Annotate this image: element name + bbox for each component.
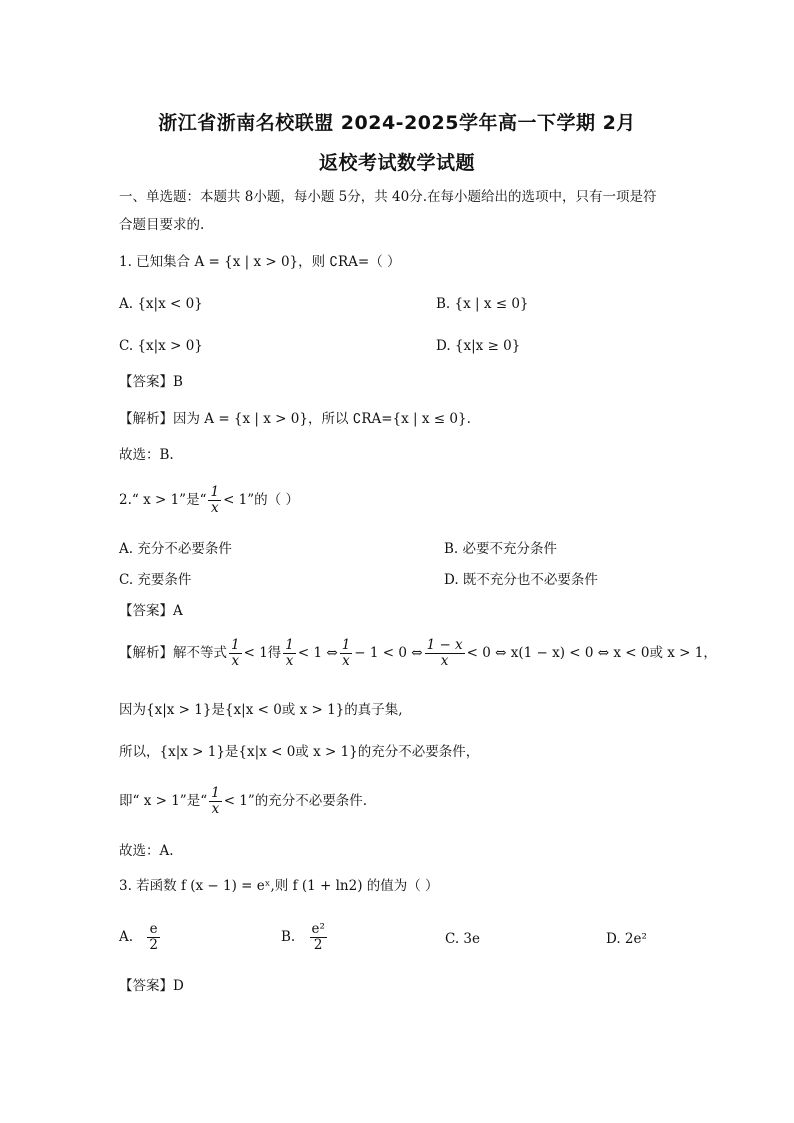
q1-stem: 1. 已知集合 A = {x | x > 0}，则 ∁RA=（ ） — [119, 254, 401, 270]
q1-analysis: 【解析】因为 A = {x | x > 0}，所以 ∁RA={x | x ≤ 0}. — [119, 411, 471, 427]
q2-option-b: B. 必要不充分条件 — [444, 541, 558, 557]
q1-conclusion: 故选：B. — [119, 447, 174, 463]
q2-analysis-frac4-num: 1 − x — [426, 637, 463, 653]
q3-option-b-num: e² — [311, 921, 325, 937]
q3-option-a — [119, 922, 162, 953]
q2-analysis-frac3 — [340, 638, 353, 669]
q2-line4-fraction — [209, 786, 222, 817]
q2-stem-prefix: 2.“ x > 1”是“ — [119, 492, 207, 508]
q2-analysis-frac2-num: 1 — [285, 637, 294, 653]
q2-conclusion: 故选：A. — [119, 843, 174, 859]
q2-line4-frac-den: x — [211, 801, 220, 817]
q1-option-a: A. {x|x < 0} — [119, 296, 203, 312]
q2-option-c: C. 充要条件 — [119, 572, 192, 588]
q3-answer: 【答案】D — [119, 978, 184, 994]
q1-answer: 【答案】B — [119, 374, 183, 390]
q3-option-d: D. 2e² — [606, 931, 647, 947]
q2-analysis-frac1-den: x — [231, 653, 240, 669]
q3-option-b — [281, 922, 329, 953]
section-intro-line2: 合题目要求的. — [119, 217, 205, 233]
q2-analysis-mid2: < 1 ⇔ — [297, 645, 338, 661]
q2-frac-den: x — [210, 500, 219, 516]
q2-line4-suffix: < 1”的充分不必要条件. — [223, 793, 368, 809]
q2-option-d: D. 既不充分也不必要条件 — [444, 572, 598, 588]
page-title-line2: 返校考试数学试题 — [318, 152, 475, 174]
q2-analysis-frac3-num: 1 — [341, 637, 351, 653]
q2-analysis-line4 — [119, 786, 367, 817]
q3-option-b-fraction — [310, 922, 327, 953]
q2-analysis-frac4-den: x — [440, 653, 449, 669]
q2-stem-fraction — [208, 485, 221, 516]
q2-analysis-mid1: < 1得 — [243, 645, 282, 661]
q2-analysis-frac1 — [229, 638, 242, 669]
q2-answer: 【答案】A — [119, 603, 183, 619]
q3-option-b-label: B. — [281, 929, 296, 945]
q2-analysis-frac2-den: x — [285, 653, 294, 669]
q2-analysis-frac2 — [283, 638, 296, 669]
q1-option-b: B. {x | x ≤ 0} — [436, 296, 529, 312]
q2-analysis-line1 — [119, 638, 717, 669]
q2-analysis-frac3-den: x — [342, 653, 350, 669]
q1-option-d: D. {x|x ≥ 0} — [436, 338, 521, 354]
q2-analysis-line3: 所以，{x|x > 1}是{x|x < 0或 x > 1}的充分不必要条件， — [119, 744, 480, 760]
q3-option-b-den: 2 — [313, 937, 323, 953]
q2-option-a: A. 充分不必要条件 — [119, 541, 232, 557]
q2-stem-suffix: < 1”的（ ） — [223, 492, 299, 508]
q2-analysis-line2: 因为{x|x > 1}是{x|x < 0或 x > 1}的真子集, — [119, 702, 403, 718]
page-title-line1: 浙江省浙南名校联盟 2024-2025学年高一下学期 2月 — [158, 112, 636, 134]
q2-frac-num: 1 — [210, 484, 220, 500]
q2-analysis-frac4 — [425, 638, 465, 669]
q1-option-c: C. {x|x > 0} — [119, 338, 203, 354]
q2-line4-frac-num: 1 — [211, 785, 220, 801]
q2-analysis-mid4: < 0 ⇔ x(1 − x) < 0 ⇔ x < 0或 x > 1， — [466, 645, 717, 661]
q3-option-a-fraction — [147, 922, 160, 953]
q2-stem — [119, 485, 299, 516]
q2-analysis-mid3: − 1 < 0 ⇔ — [354, 645, 423, 661]
q2-analysis-frac1-num: 1 — [231, 637, 240, 653]
q2-line4-prefix: 即“ x > 1”是“ — [119, 793, 208, 809]
section-intro-line1: 一、单选题：本题共 8小题，每小题 5分，共 40分.在每小题给出的选项中，只有一项是符 — [119, 189, 657, 205]
q3-option-a-num: e — [147, 922, 160, 938]
q2-analysis-prefix: 【解析】解不等式 — [119, 645, 227, 661]
q3-option-a-label: A. — [119, 929, 134, 945]
q3-option-a-den: 2 — [149, 937, 158, 953]
q3-stem: 3. 若函数 f (x − 1) = eˣ,则 f (1 + ln2) 的值为（ ） — [119, 878, 439, 894]
q3-option-c: C. 3e — [445, 931, 481, 947]
